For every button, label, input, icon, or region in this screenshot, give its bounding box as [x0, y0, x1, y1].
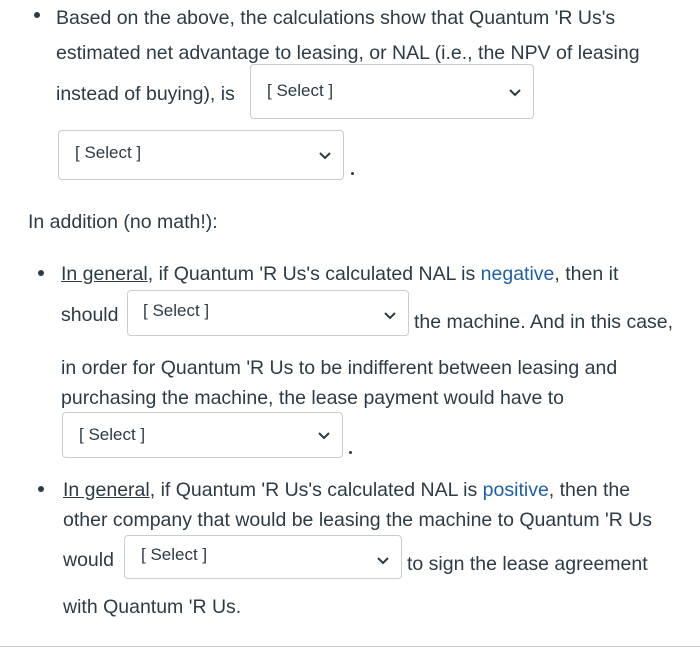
bullet [38, 486, 44, 492]
question-text: estimated net advantage to leasing, or NAL (i.e., the NPV of leasing [56, 42, 640, 64]
question-text: Based on the above, the calculations show that Quantum 'R Us's [56, 7, 616, 29]
answer-select-lessor-decision[interactable] [124, 535, 402, 579]
period [349, 451, 352, 454]
bullet [38, 270, 44, 276]
question-text: instead of buying), is [56, 83, 235, 105]
question-text: other company that would be leasing the machine to Quantum 'R Us [63, 509, 653, 531]
question-text: should [61, 304, 119, 326]
period [351, 172, 354, 175]
chevron-down-icon [377, 557, 389, 565]
positive-keyword: positive [482, 479, 549, 501]
question-text-part: , if Quantum 'R Us's calculated NAL is [149, 479, 483, 501]
select-placeholder: [ Select ] [267, 81, 334, 100]
answer-select-nal-value[interactable] [58, 130, 344, 180]
question-text-part: , then the [548, 479, 631, 501]
question-text [63, 478, 630, 502]
chevron-down-icon [384, 312, 396, 320]
chevron-down-icon [509, 89, 521, 97]
answer-select-lease-payment[interactable] [62, 412, 343, 458]
emphasis-text: In general [61, 263, 148, 285]
emphasis-text: In general [63, 479, 150, 501]
select-placeholder: [ Select ] [143, 301, 210, 320]
chevron-down-icon [319, 152, 331, 160]
question-text: the machine. And in this case, [414, 311, 674, 333]
negative-keyword: negative [480, 263, 555, 285]
select-placeholder: [ Select ] [75, 143, 142, 162]
bottom-divider [0, 646, 700, 647]
answer-select-negative-action[interactable] [127, 290, 409, 336]
bullet [34, 12, 40, 18]
question-text: would [63, 549, 114, 571]
question-text: in order for Quantum 'R Us to be indifferent between leasing and [61, 357, 618, 379]
question-text: to sign the lease agreement [407, 553, 648, 575]
question-text [61, 262, 618, 286]
chevron-down-icon [318, 432, 330, 440]
question-text-part: , then it [554, 263, 619, 285]
section-heading: In addition (no math!): [28, 211, 218, 233]
select-placeholder: [ Select ] [79, 425, 146, 444]
answer-select-nal[interactable] [250, 64, 534, 119]
question-text-part: , if Quantum 'R Us's calculated NAL is [147, 263, 481, 285]
select-placeholder: [ Select ] [141, 545, 208, 564]
question-text: purchasing the machine, the lease payment would have to [61, 387, 564, 409]
question-text: with Quantum 'R Us. [63, 596, 242, 618]
